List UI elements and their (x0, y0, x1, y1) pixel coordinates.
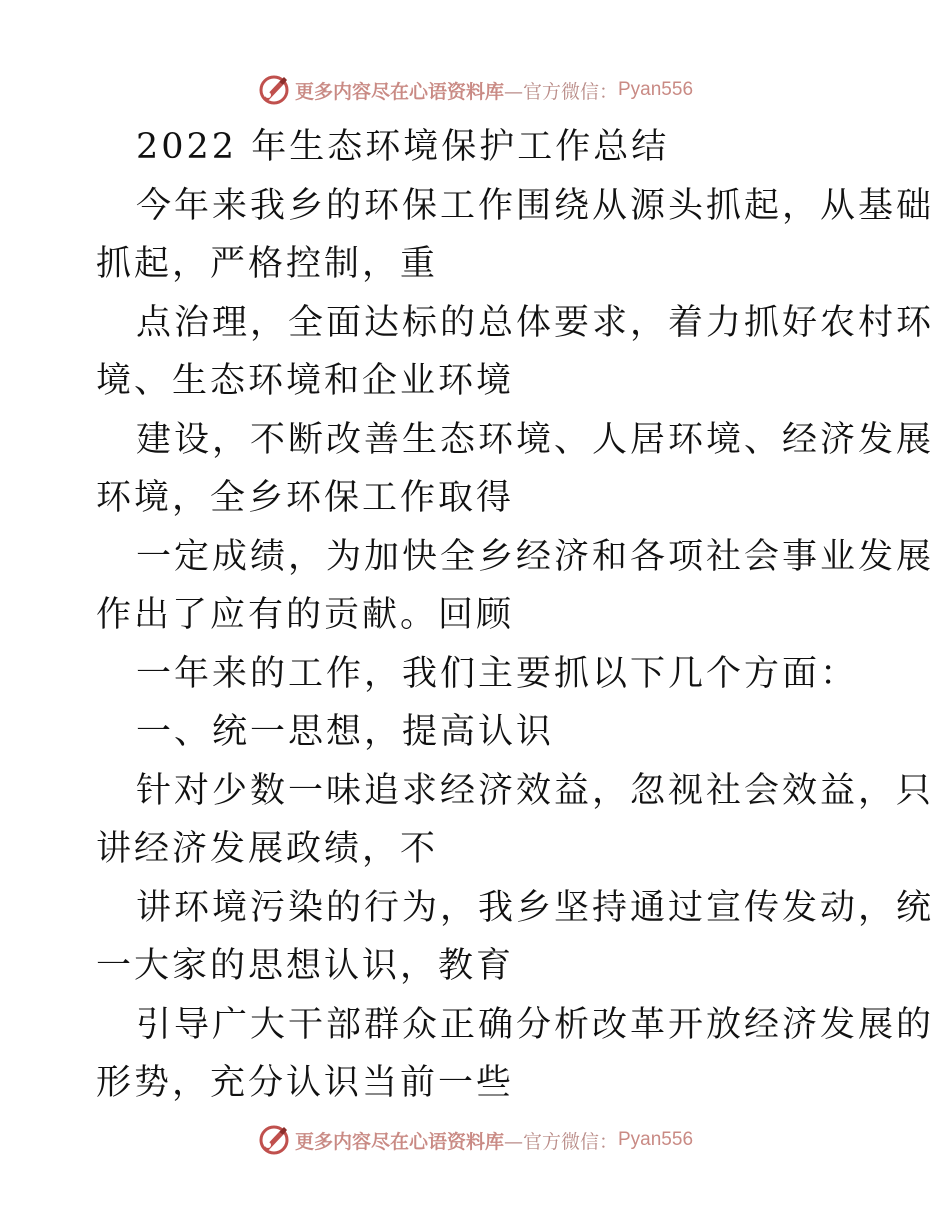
paragraph-line: 抓起，严格控制，重 (96, 244, 439, 284)
banner-title: 更多内容尽在心语资料库 (294, 80, 504, 103)
paragraph-line: 一大家的思想认识，教育 (96, 946, 515, 986)
paragraph-line: 讲环境污染的行为，我乡坚持通过宣传发动，统 (136, 887, 935, 928)
paragraph-line: 建设，不断改善生态环境、人居环境、经济发展 (136, 419, 935, 460)
paragraph-line: 讲经济发展政绩，不 (96, 829, 439, 869)
paragraph-line: 一年来的工作，我们主要抓以下几个方面： (136, 653, 859, 694)
document-title: 2022 年生态环境保护工作总结 (136, 127, 670, 167)
banner-separator: —官方微信： (503, 1130, 618, 1153)
document-body (96, 118, 935, 1113)
paragraph-line: 针对少数一味追求经济效益，忽视社会效益，只 (136, 770, 935, 811)
section-heading: 一、统一思想，提高认识 (136, 712, 555, 752)
paragraph-line: 作出了应有的贡献。回顾 (96, 595, 515, 635)
logo-icon (257, 1123, 291, 1157)
header-banner (0, 70, 950, 110)
footer-banner (0, 1120, 950, 1160)
banner-wechat-id: Pyan556 (618, 1129, 694, 1150)
banner-separator: —官方微信： (503, 80, 618, 103)
paragraph-line: 一定成绩，为加快全乡经济和各项社会事业发展 (136, 536, 935, 577)
paragraph-line: 点治理，全面达标的总体要求，着力抓好农村环 (136, 302, 935, 343)
logo-icon (257, 73, 291, 107)
banner-title: 更多内容尽在心语资料库 (294, 1130, 504, 1153)
paragraph-line: 环境，全乡环保工作取得 (96, 478, 515, 518)
paragraph-line: 引导广大干部群众正确分析改革开放经济发展的 (136, 1004, 935, 1045)
paragraph-line: 今年来我乡的环保工作围绕从源头抓起，从基础 (136, 185, 935, 226)
paragraph-line: 形势，充分认识当前一些 (96, 1063, 515, 1103)
paragraph-line: 境、生态环境和企业环境 (96, 361, 515, 401)
banner-wechat-id: Pyan556 (618, 79, 694, 100)
